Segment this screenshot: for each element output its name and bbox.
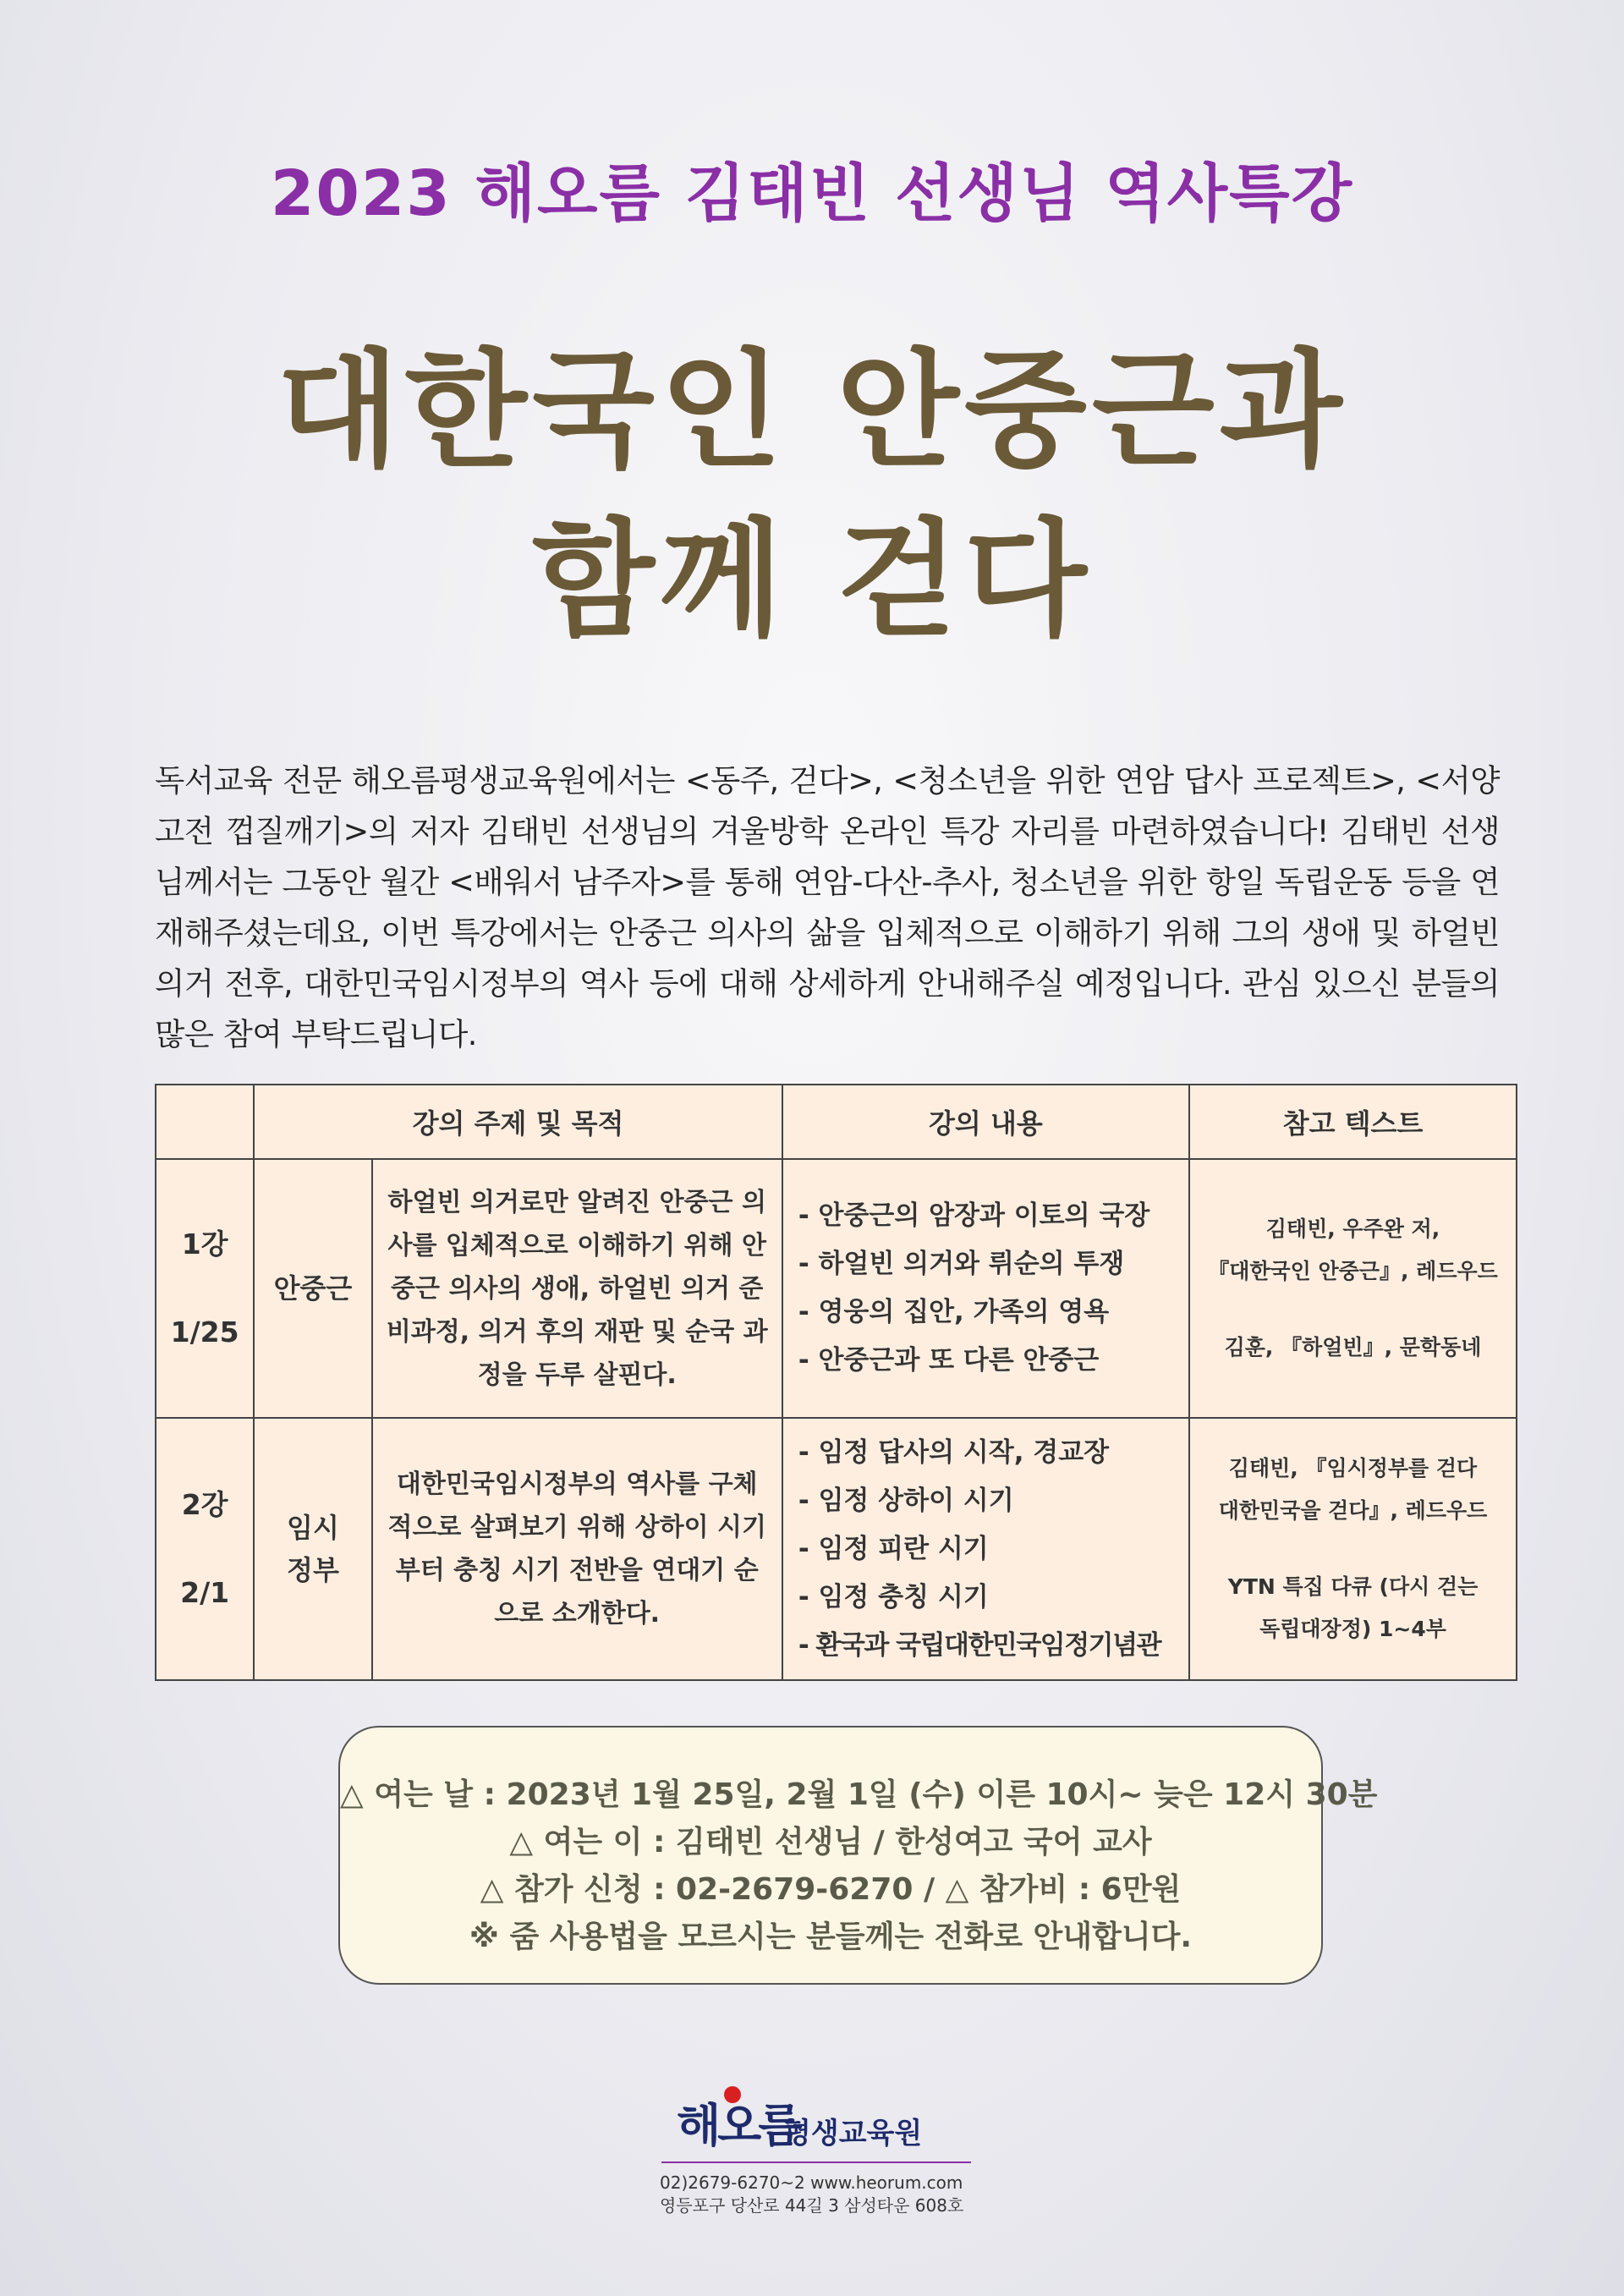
- lecture-content: [782, 1418, 1189, 1680]
- reference-line: 김태빈, 우주완 저,: [1265, 1217, 1440, 1241]
- content-item: - 임정 상하이 시기: [798, 1485, 1014, 1516]
- lecture-goal: 대한민국임시정부의 역사를 구체적으로 살펴보기 위해 상하이 시기부터 충칭 시기 전반을 연대기 순으로 소개한다.: [372, 1418, 782, 1680]
- footer-contact: [660, 2172, 981, 2217]
- content-item: - 하얼빈 의거와 뤼순의 투쟁: [798, 1249, 1125, 1279]
- reference-line: 김훈, 『하얼빈』, 문학동네: [1224, 1335, 1482, 1359]
- lecture-date: 1/25: [170, 1316, 239, 1348]
- lecture-schedule-table: [155, 1084, 1517, 1681]
- lecture-topic: [254, 1418, 371, 1680]
- lecture-content: [782, 1159, 1189, 1418]
- logo-divider: [661, 2161, 971, 2163]
- event-subtitle: 2023 해오름 김태빈 선생님 역사특강: [270, 157, 1354, 230]
- reference-line: 김태빈, 『임시정부를 걷다: [1228, 1456, 1478, 1480]
- content-item: - 임정 피란 시기: [798, 1533, 989, 1564]
- lecture-number-cell: [156, 1159, 254, 1418]
- table-row: [156, 1418, 1517, 1680]
- main-title: [0, 326, 1624, 664]
- header-reference: 참고 텍스트: [1189, 1085, 1517, 1159]
- main-title-line-2: 함께 걷다: [532, 505, 1092, 654]
- reference-line: 대한민국을 걷다』, 레드우드: [1218, 1498, 1488, 1523]
- reference-line: 독립대장정) 1~4부: [1259, 1617, 1446, 1641]
- reference-line: 『대한국인 안중근』, 레드우드: [1208, 1259, 1498, 1283]
- intro-paragraph: 독서교육 전문 해오름평생교육원에서는 <동주, 걷다>, <청소년을 위한 연암 답사 프로젝트>, <서양고전 껍질깨기>의 저자 김태빈 선생님의 겨울방학 온라인 특강 자리를 마련하였습니다! 김태빈 선생님께서는 그동안 월간 <배워서 남주자>를 통해 연암-다산-추사, 청소년을 위한 항일 독립운동 등을 연재해주셨는데요, 이번 특강에서는 안중근 의사의 삶을 입체적으로 이해하기 위해 그의 생애 및 하얼빈 의거 전후, 대한민국임시정부의 역사 등에 대해 상세하게 안내해주실 예정입니다. 관심 있으신 분들의 많은 참여 부탁드립니다.: [155, 762, 1500, 1052]
- reference-line: YTN 특집 다큐 (다시 걷는: [1227, 1574, 1479, 1599]
- topic-line: 정부: [287, 1554, 339, 1586]
- lecture-goal: 하얼빈 의거로만 알려진 안중근 의사를 입체적으로 이해하기 위해 안중근 의사의 생애, 하얼빈 의거 준비과정, 의거 후의 재판 및 순국 과정을 두루 살핀다.: [372, 1159, 782, 1418]
- content-item: - 안중근의 암장과 이토의 국장: [798, 1200, 1150, 1231]
- logo-text: 평생교육원: [783, 2117, 923, 2150]
- lecture-topic: 안중근: [254, 1159, 371, 1418]
- lecture-number: 1강: [181, 1228, 228, 1261]
- info-registration: △ 참가 신청 : 02-2679-6270 / △ 참가비 : 6만원: [480, 1872, 1182, 1907]
- content-item: - 환국과 국립대한민국임정기념관: [798, 1629, 1161, 1661]
- info-zoom-note: ※ 줌 사용법을 모르시는 분들께는 전화로 안내합니다.: [469, 1920, 1193, 1954]
- header-topic: 강의 주제 및 목적: [254, 1085, 782, 1159]
- footer-address: 영등포구 당산로 44길 3 삼성타운 608호: [660, 2195, 964, 2216]
- info-date: △ 여는 날 : 2023년 1월 25일, 2월 1일 (수) 이른 10시~ 늦은 12시 30분: [340, 1777, 1378, 1812]
- lecture-number: 2강: [181, 1488, 228, 1521]
- lecture-reference: [1189, 1159, 1517, 1418]
- content-item: - 안중근과 또 다른 안중근: [798, 1345, 1100, 1376]
- header-no: [156, 1085, 254, 1159]
- content-item: - 임정 답사의 시작, 경교장: [798, 1436, 1110, 1468]
- main-title-line-1: 대한국인 안중근과: [277, 336, 1347, 485]
- content-item: - 임정 충칭 시기: [798, 1581, 989, 1612]
- lecture-number-cell: [156, 1418, 254, 1680]
- table-header-row: [156, 1085, 1517, 1159]
- content-item: - 영웅의 집안, 가족의 영욕: [798, 1297, 1110, 1327]
- logo-mark: 해오름: [677, 2098, 799, 2152]
- table-row: [156, 1159, 1517, 1418]
- footer-phone-web: 02)2679-6270~2 www.heorum.com: [660, 2172, 963, 2193]
- header-content: 강의 내용: [782, 1085, 1189, 1159]
- lecture-reference: [1189, 1418, 1517, 1680]
- topic-line: 임시: [287, 1512, 339, 1544]
- event-info-box: [338, 1726, 1378, 1985]
- lecture-date: 2/1: [180, 1576, 230, 1609]
- info-instructor: △ 여는 이 : 김태빈 선생님 / 한성여고 국어 교사: [509, 1825, 1152, 1859]
